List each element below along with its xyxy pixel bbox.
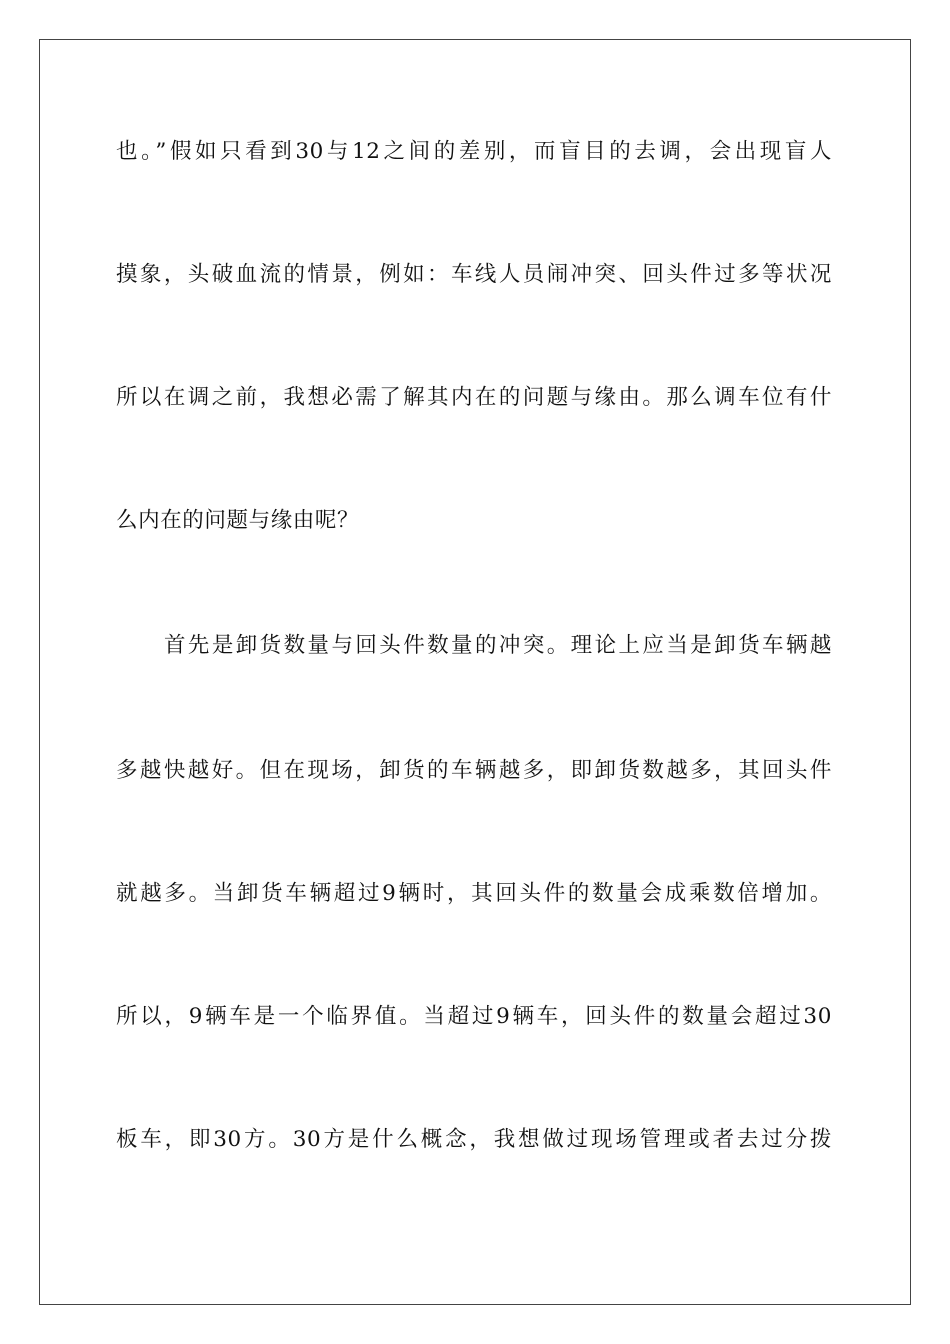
body-line-1: 也。”假如只看到30与12之间的差别，而盲目的去调，会出现盲人 <box>116 139 832 164</box>
body-line-2: 摸象，头破血流的情景，例如：车线人员闹冲突、回头件过多等状况 <box>116 262 832 287</box>
body-line-4: 么内在的问题与缘由呢？ <box>116 508 360 533</box>
body-line-3: 所以在调之前，我想必需了解其内在的问题与缘由。那么调车位有什 <box>116 385 832 410</box>
body-line-6: 多越快越好。但在现场，卸货的车辆越多，即卸货数越多，其回头件 <box>116 758 832 783</box>
body-line-9: 板车，即30方。30方是什么概念，我想做过现场管理或者去过分拨 <box>116 1127 832 1152</box>
page-border <box>39 39 911 1305</box>
body-line-8: 所以，9辆车是一个临界值。当超过9辆车，回头件的数量会超过30 <box>116 1004 832 1029</box>
body-line-7: 就越多。当卸货车辆超过9辆时，其回头件的数量会成乘数倍增加。 <box>116 881 832 906</box>
body-line-5: 首先是卸货数量与回头件数量的冲突。理论上应当是卸货车辆越 <box>164 633 832 658</box>
